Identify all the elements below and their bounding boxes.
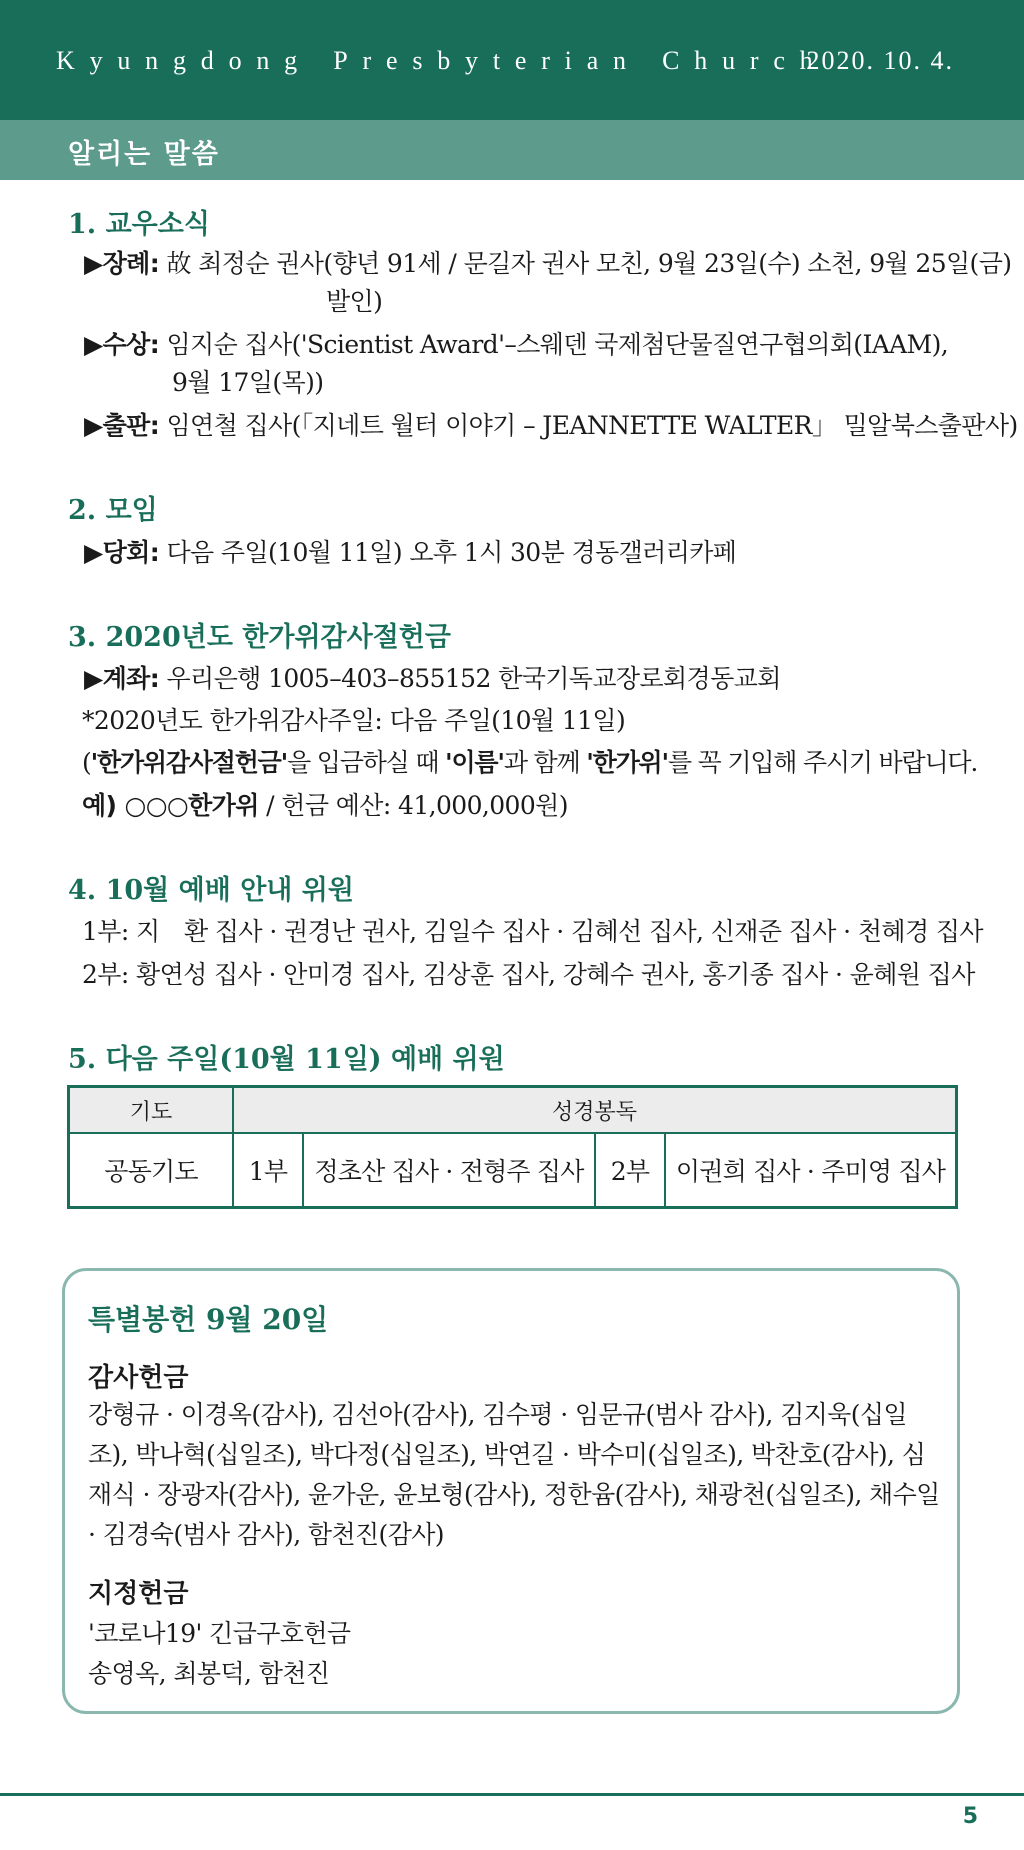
section-2-title: 2. 모임 bbox=[68, 495, 158, 526]
special-offering-title: 특별봉헌 9월 20일 bbox=[88, 1303, 329, 1336]
thanksgiving-note: *2020년도 한가위감사주일: 다음 주일(10월 11일) bbox=[82, 706, 626, 735]
award-text: 임지순 집사('Scientist Award'–스웨덴 국제첨단물질연구협의회(IAAM), bbox=[159, 330, 949, 359]
funeral-text: 故 최정순 권사(향년 91세 / 문길자 권사 모친, 9월 23일(수) 소천, 9월 25일(금) bbox=[159, 249, 1012, 278]
designated-offering-subtitle: '코로나19' 긴급구호헌금 bbox=[88, 1619, 351, 1648]
guide-text-1: ( bbox=[82, 748, 91, 777]
account-label: ▶계좌: bbox=[84, 664, 160, 693]
thanks-offering-heading: 감사헌금 bbox=[88, 1363, 189, 1393]
publication-notice bbox=[84, 406, 1018, 442]
table-row bbox=[69, 1133, 957, 1208]
publication-text: 임연철 집사(「지네트 월터 이야기 – JEANNETTE WALTER」 밀알북스출판사) bbox=[159, 411, 1018, 440]
footer-divider bbox=[0, 1793, 1024, 1796]
award-label: ▶수상: bbox=[84, 330, 160, 359]
meeting-text: 다음 주일(10월 11일) 오후 1시 30분 경동갤러리카페 bbox=[159, 538, 737, 567]
account-text: 우리은행 1005–403–855152 한국기독교장로회경동교회 bbox=[159, 664, 781, 693]
table-cell-part2-names: 이권희 집사 · 주미영 집사 bbox=[665, 1133, 957, 1208]
section-3-title: 3. 2020년도 한가위감사절헌금 bbox=[68, 622, 451, 653]
section-bar bbox=[0, 120, 1024, 180]
header-bar bbox=[0, 0, 1024, 120]
table-cell-prayer: 공동기도 bbox=[69, 1133, 234, 1208]
deposit-example bbox=[82, 786, 568, 822]
section-1-title: 1. 교우소식 bbox=[68, 209, 210, 240]
guide-text-2: 을 입금하실 때 bbox=[287, 748, 446, 777]
table-cell-part2: 2부 bbox=[595, 1133, 665, 1208]
worship-committee-table bbox=[67, 1085, 958, 1209]
guide-bold-2: '이름' bbox=[445, 748, 504, 777]
example-text: / 헌금 예산: 41,000,000원) bbox=[258, 791, 568, 820]
award-text-cont: 9월 17일(목)) bbox=[172, 368, 324, 397]
deposit-guide bbox=[82, 743, 977, 779]
funeral-text-cont: 발인) bbox=[326, 287, 383, 316]
guide-bold-1: '한가위감사절헌금' bbox=[90, 748, 288, 777]
designated-offering-heading: 지정헌금 bbox=[88, 1579, 189, 1609]
meeting-label: ▶당회: bbox=[84, 538, 160, 567]
example-bold: 예) ○○○한가위 bbox=[82, 791, 259, 820]
guide-bold-3: '한가위' bbox=[586, 748, 668, 777]
guide-text-4: 를 꼭 기입해 주시기 바랍니다. bbox=[667, 748, 978, 777]
designated-offering-names: 송영옥, 최봉덕, 함천진 bbox=[88, 1659, 330, 1688]
section-5-title: 5. 다음 주일(10월 11일) 예배 위원 bbox=[68, 1044, 505, 1075]
funeral-label: ▶장례: bbox=[84, 249, 160, 278]
page-number: 5 bbox=[962, 1804, 978, 1829]
table-cell-part1-names: 정초산 집사 · 전형주 집사 bbox=[303, 1133, 595, 1208]
usher-line-2: 2부: 황연성 집사 · 안미경 집사, 김상훈 집사, 강혜수 권사, 홍기종 집사 · 윤혜원 집사 bbox=[82, 960, 975, 989]
usher-line-1: 1부: 지 환 집사 · 권경난 권사, 김일수 집사 · 김혜선 집사, 신재준 집사 · 천혜경 집사 bbox=[82, 917, 983, 946]
section-bar-title: 알리는 말씀 bbox=[68, 139, 220, 170]
account-info bbox=[84, 659, 781, 695]
meeting-notice bbox=[84, 533, 736, 569]
church-name: Kyungdong Presbyterian Church bbox=[56, 46, 828, 75]
table-cell-part1: 1부 bbox=[233, 1133, 303, 1208]
funeral-notice bbox=[84, 244, 1011, 280]
thanks-offering-list: 강형규 · 이경옥(감사), 김선아(감사), 김수평 · 임문규(범사 감사), 김지욱(십일조), 박나혁(십일조), 박다정(십일조), 박연길 · 박수미(십일조), 박찬호(감사), 심재식 · 장광자(감사), 윤가운, 윤보형(감사), 정한윰(감사), 채광천(십일조), 채수일 · 김경숙(범사 감사), 함천진(감사) bbox=[88, 1400, 940, 1549]
table-head-reading: 성경봉독 bbox=[233, 1087, 957, 1134]
table-header-row bbox=[69, 1087, 957, 1134]
table-head-prayer: 기도 bbox=[69, 1087, 234, 1134]
publication-label: ▶출판: bbox=[84, 411, 160, 440]
section-4-title: 4. 10월 예배 안내 위원 bbox=[68, 875, 354, 906]
award-notice bbox=[84, 325, 948, 361]
guide-text-3: 과 함께 bbox=[503, 748, 587, 777]
bulletin-date: 2020. 10. 4. bbox=[806, 46, 954, 75]
